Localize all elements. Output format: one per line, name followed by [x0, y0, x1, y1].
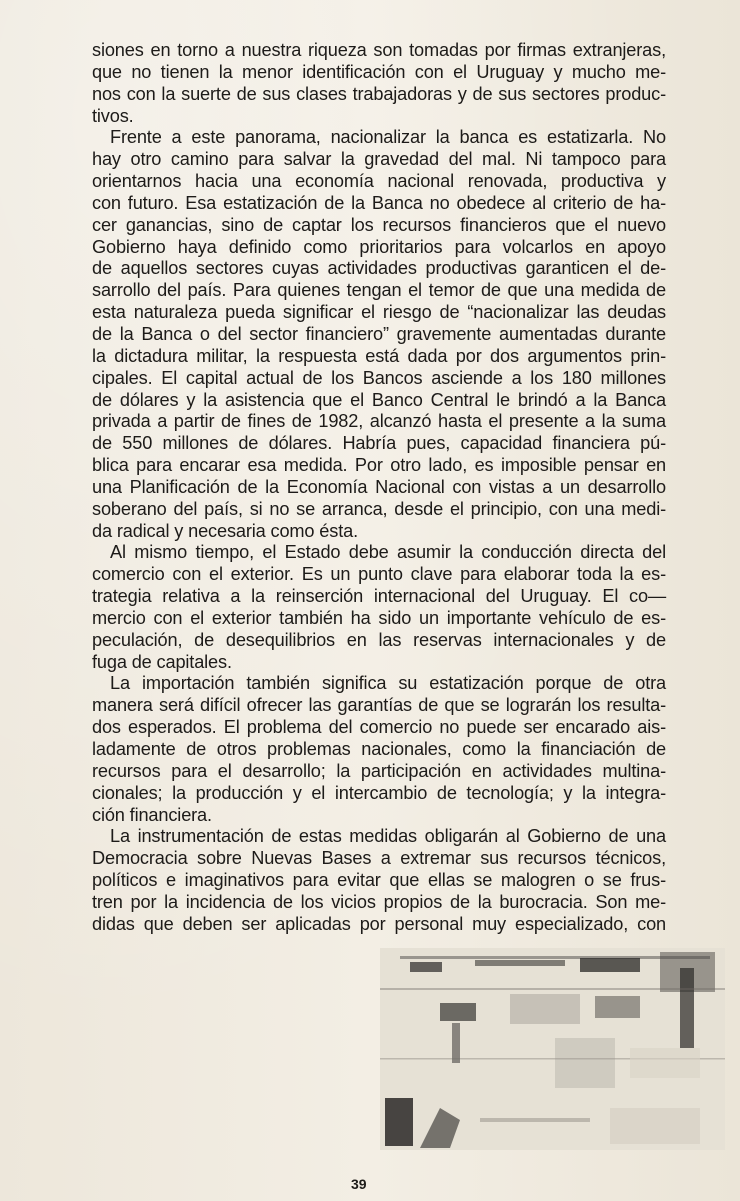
- text-line: manera será difícil ofrecer las garantías de que se lograrán los resulta-: [92, 695, 666, 716]
- text-line: blica para encarar esa medida. Por otro lado, es imposible pensar en: [92, 455, 666, 476]
- page-number: 39: [351, 1176, 367, 1192]
- text-line: la dictadura militar, la respuesta está dada por dos argumentos prin-: [92, 345, 666, 366]
- text-line: Frente a este panorama, nacionalizar la banca es estatizarla. No: [110, 127, 666, 148]
- text-line: una Planificación de la Economía Nacional con vistas a un desarrollo: [92, 476, 666, 497]
- text-line: dos esperados. El problema del comercio no puede ser encarado ais-: [92, 717, 666, 738]
- text-line: esta naturaleza pueda significar el riesgo de “nacionalizar las deudas: [92, 302, 666, 323]
- paragraph: [92, 673, 666, 826]
- text-line: hay otro camino para salvar la gravedad del mal. Ni tampoco para: [92, 149, 666, 170]
- text-line: La instrumentación de estas medidas obligarán al Gobierno de una: [110, 826, 666, 847]
- text-line: privada a partir de fines de 1982, alcanzó hasta el presente a la suma: [92, 411, 666, 432]
- paragraph: [92, 40, 666, 127]
- text-line: sarrollo del país. Para quienes tengan el temor de que una medida de: [92, 280, 666, 301]
- text-line: cer ganancias, sino de captar los recursos financieros que el nuevo: [92, 214, 666, 235]
- paragraph: [92, 542, 666, 673]
- text-line: comercio con el exterior. Es un punto clave para elaborar toda la es-: [92, 564, 666, 585]
- text-line: cipales. El capital actual de los Bancos asciende a los 180 millones: [92, 367, 666, 388]
- text-line: fuga de capitales.: [92, 651, 232, 672]
- text-line: cionales; la producción y el intercambio de tecnología; y la integra-: [92, 782, 666, 803]
- text-line: con futuro. Esa estatización de la Banca no obedece al criterio de ha-: [92, 192, 666, 213]
- text-line: Democracia sobre Nuevas Bases a extremar sus recursos técnicos,: [92, 848, 666, 869]
- halftone-photograph: [380, 948, 725, 1150]
- text-line: La importación también significa su estatización porque de otra: [110, 673, 666, 694]
- text-line: mercio con el exterior también ha sido un importante vehículo de es-: [92, 607, 666, 628]
- text-line: que no tienen la menor identificación con el Uruguay y mucho me-: [92, 61, 666, 82]
- text-line: trategia relativa a la reinserción internacional del Uruguay. El co—: [92, 586, 666, 607]
- text-line: políticos e imaginativos para evitar que ellas se malogren o se frus-: [92, 870, 666, 891]
- text-line: de 550 millones de dólares. Habría pues, capacidad financiera pú-: [92, 433, 666, 454]
- text-line: peculación, de desequilibrios en las reservas internacionales y de: [92, 629, 666, 650]
- text-line: nos con la suerte de sus clases trabajadoras y de sus sectores produc-: [92, 83, 666, 104]
- text-line: Gobierno haya definido como prioritarios para volcarlos en apoyo: [92, 236, 666, 257]
- text-line: tivos.: [92, 105, 134, 126]
- text-line: recursos para el desarrollo; la participación en actividades multina-: [92, 760, 666, 781]
- text-line: orientarnos hacia una economía nacional renovada, productiva y: [92, 171, 666, 192]
- text-line: Al mismo tiempo, el Estado debe asumir la conducción directa del: [110, 542, 666, 563]
- text-line: didas que deben ser aplicadas por personal muy especializado, con: [92, 913, 666, 934]
- text-line: siones en torno a nuestra riqueza son tomadas por firmas extranjeras,: [92, 40, 666, 60]
- paragraph: [92, 826, 666, 935]
- text-line: ladamente de otros problemas nacionales, como la financiación de: [92, 739, 666, 759]
- text-line: ción financiera.: [92, 804, 212, 825]
- text-line: de la Banca o del sector financiero” gravemente aumentadas durante: [92, 323, 666, 344]
- text-line: de aquellos sectores cuyas actividades productivas garanticen el de-: [92, 258, 666, 279]
- paragraph: [92, 127, 666, 542]
- text-line: soberano del país, si no se arranca, desde el principio, con una medi-: [92, 498, 666, 519]
- text-line: tren por la incidencia de los vicios propios de la burocracia. Son me-: [92, 891, 666, 912]
- body-text: [92, 40, 666, 936]
- text-line: da radical y necesaria como ésta.: [92, 520, 358, 541]
- photograph-image: [380, 948, 725, 1150]
- text-line: de dólares y la asistencia que el Banco Central le brindó a la Banca: [92, 389, 666, 410]
